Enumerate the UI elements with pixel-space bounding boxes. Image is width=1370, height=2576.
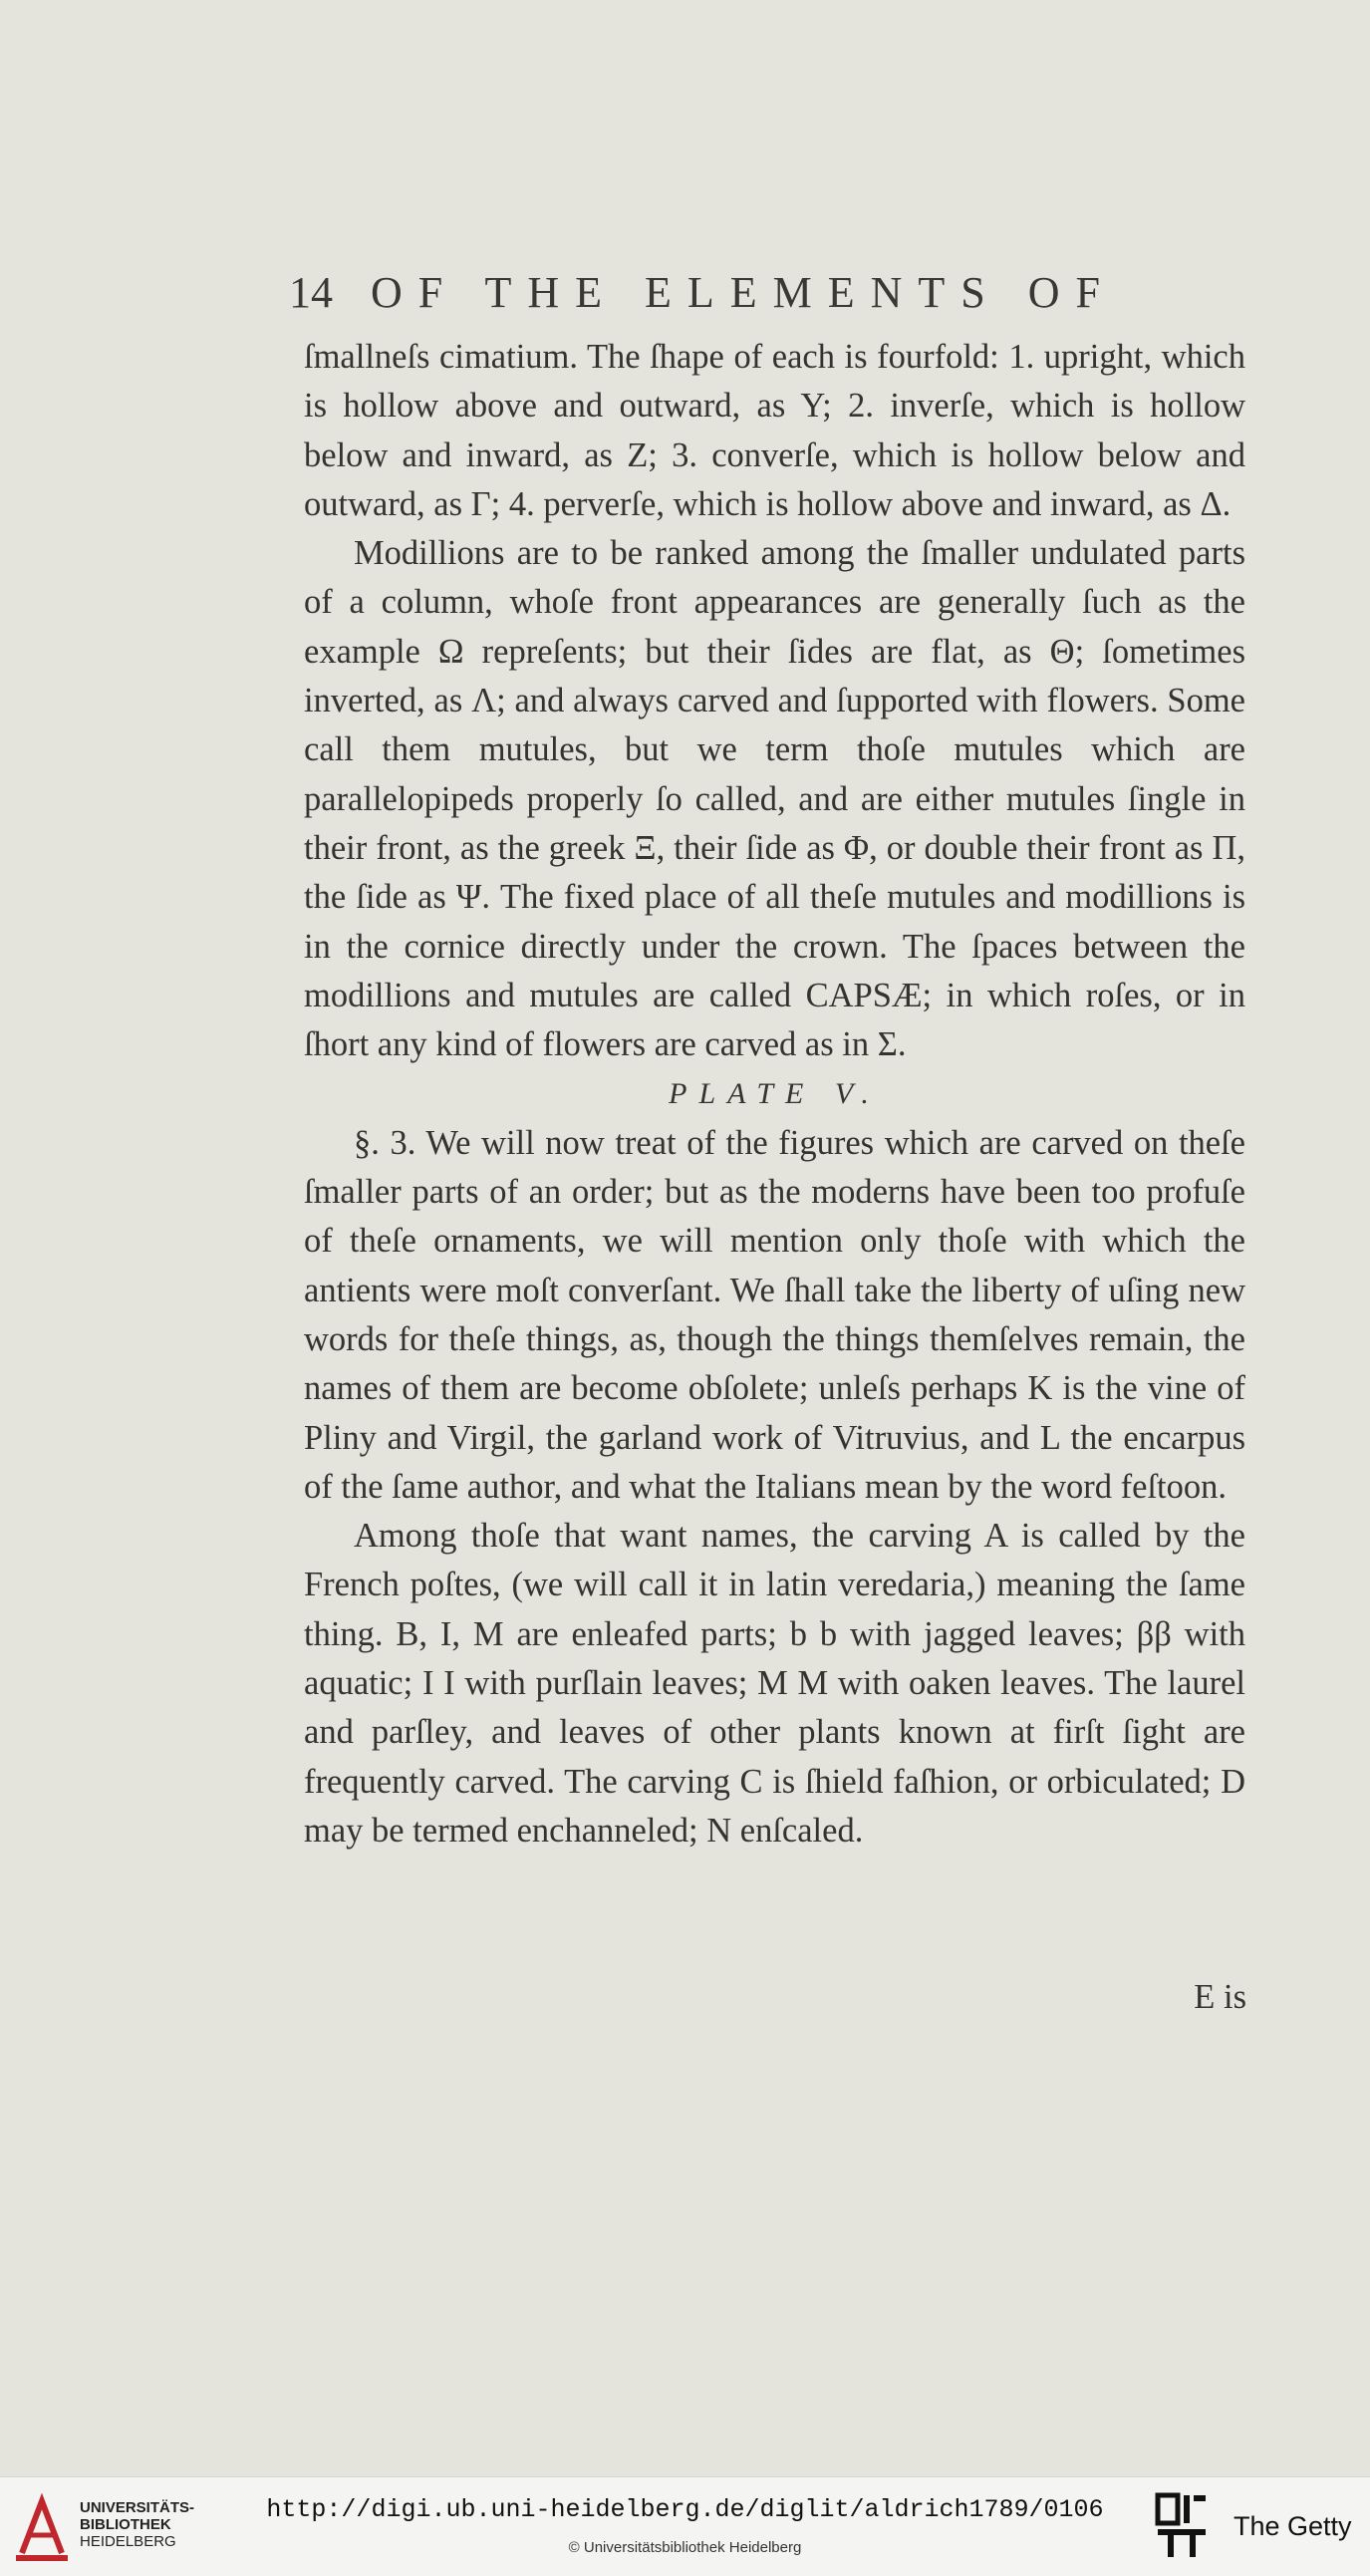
copyright-notice: © Universitätsbibliothek Heidelberg xyxy=(568,2539,802,2556)
permalink-url[interactable]: http://digi.ub.uni-heidelberg.de/diglit/aldrich1789/0106 xyxy=(266,2495,1104,2524)
paragraph-carvings: Among thoſe that want names, the carving A is called by the French poſtes, (we will call it in latin veredaria,) meaning the ſame thing. B, I, M are enleafed parts; b b with jagged leaves; ββ with aquatic; I I with purſlain leaves; M M with oaken leaves. The laurel and parſley, and leaves of other plants known at firſt ſight are frequently carved. The carving C is ſhield faſhion, or orbiculated; D may be termed enchanneled; N enſcaled. xyxy=(304,1517,1245,1850)
paragraph-continued: ſmallneſs cimatium. The ſhape of each is fourfold: 1. upright, which is hollow above and outward, as Y; 2. inverſe, which is hollow below and inward, as Z; 3. converſe, which is hollow below and outward, as Γ; 4. perverſe, which is hollow above and inward, as Δ. xyxy=(304,338,1245,523)
paragraph-section-3: §. 3. We will now treat of the figures which are carved on theſe ſmaller parts of an order; but as the moderns have been too profuſe of theſe ornaments, we will mention only thoſe with which the antients were moſt converſant. We ſhall take the liberty of uſing new words for theſe things, as, though the things themſelves remain, the names of them are become obſolete; unleſs perhaps K is the vine of Pliny and Virgil, the garland work of Vitruvius, and L the encarpus of the ſame author, and what the Italians mean by the word feſtoon. xyxy=(304,1123,1245,1506)
running-title: OF THE ELEMENTS OF xyxy=(371,268,1116,317)
body-text xyxy=(304,333,1245,1856)
getty-name: The Getty xyxy=(1233,2511,1352,2541)
library-name: UNIVERSITÄTS- BIBLIOTHEK HEIDELBERG xyxy=(80,2499,195,2550)
paragraph-modillions: Modillions are to be ranked among the ſmaller undulated parts of a column, whoſe front appearances are generally ſuch as the example Ω repreſents; but their ſides are flat, as Θ; ſometimes inverted, as Λ; and always carved and ſupported with flowers. Some call them mutules, but we term thoſe mutules which are parallelopipeds properly ſo called, and are either mutules ſingle in their front, as the greek Ξ, their ſide as Φ, or double their front as Π, the ſide as Ψ. The fixed place of all theſe mutules and modillions is in the cornice directly under the crown. The ſpaces between the modillions and mutules are called CAPSÆ; in which roſes, or in ſhort any kind of flowers are carved as in Σ. xyxy=(304,534,1245,1064)
plate-heading: PLATE V. xyxy=(669,1077,881,1111)
page-number: 14 xyxy=(289,268,333,317)
catchword: E is xyxy=(1194,1978,1246,2016)
running-head xyxy=(289,267,1245,318)
getty-logo-icon xyxy=(1154,2489,1210,2561)
viewer-footer xyxy=(0,2476,1370,2576)
